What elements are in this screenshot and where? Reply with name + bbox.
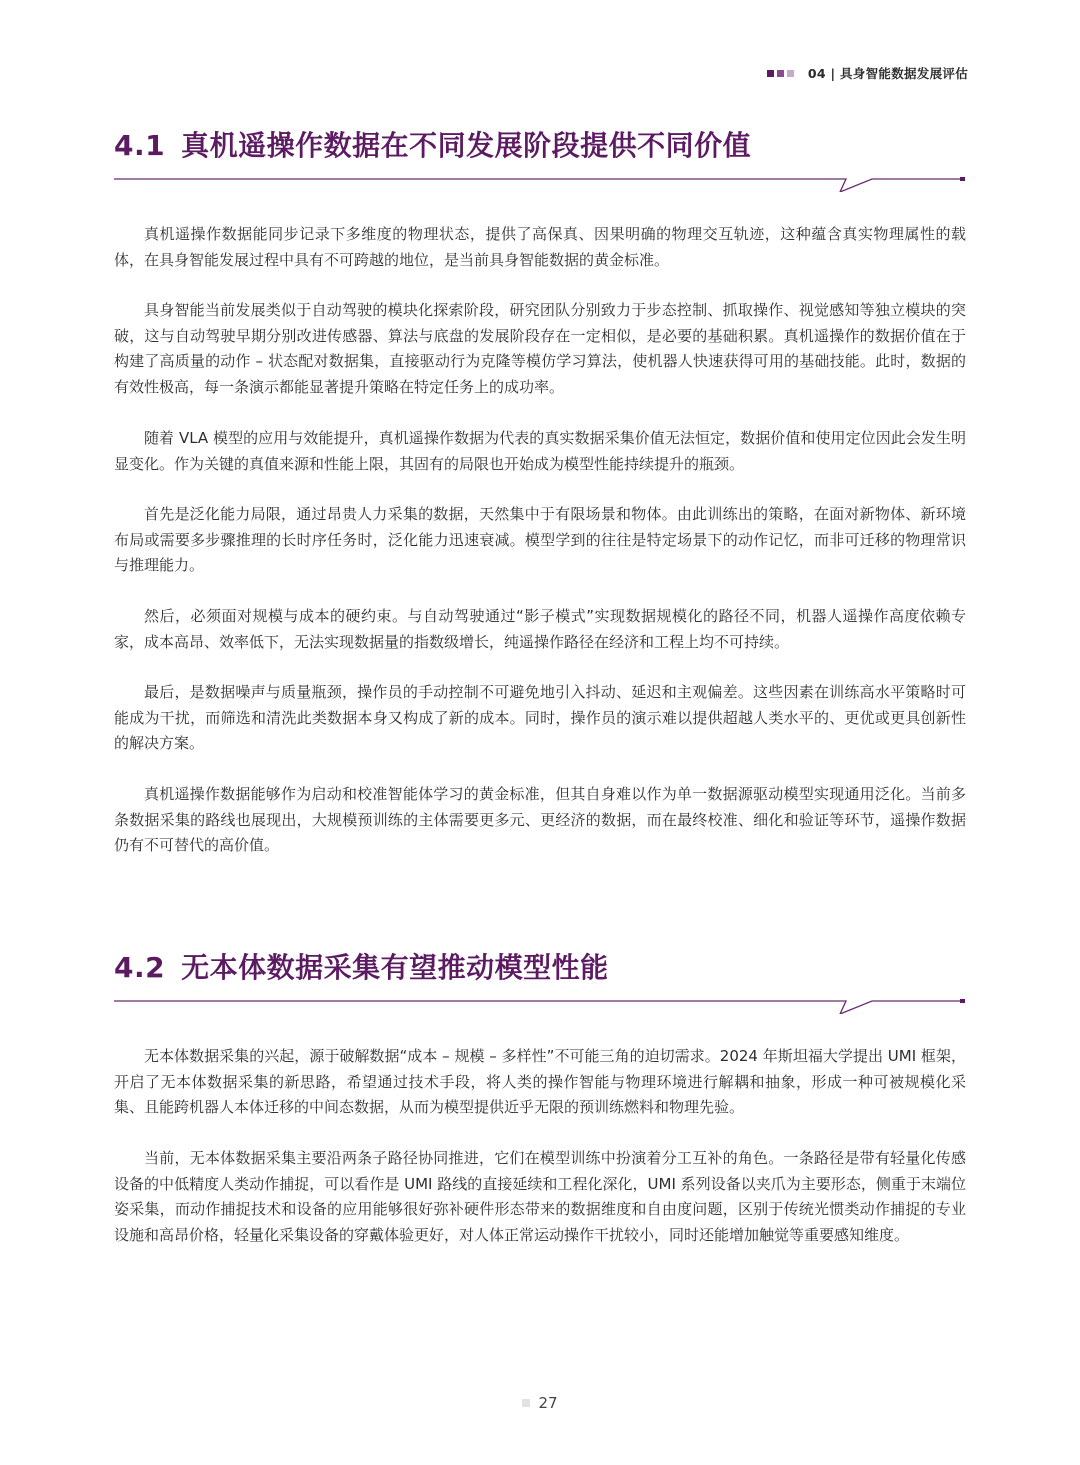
paragraph: 首先是泛化能力局限，通过昂贵人力采集的数据，天然集中于有限场景和物体。由此训练出的策略，在面对新物体、新环境布局或需要多步骤推理的长时序任务时，泛化能力迅速衰减。模型学到的往往是特定场景下的动作记忆，而非可迁移的物理常识与推理能力。 [114, 505, 966, 574]
section-title-4-2 [114, 946, 609, 986]
page-number-text: 27 [538, 1394, 558, 1412]
paragraph: 具身智能当前发展类似于自动驾驶的模块化探索阶段，研究团队分别致力于步态控制、抓取操作、视觉感知等独立模块的突破，这与自动驾驶早期分别改进传感器、算法与底盘的发展阶段存在一定相似，是必要的基础积累。真机遥操作的数据价值在于构建了高质量的动作 – 状态配对数据集，直接驱动行为克隆等模仿学习算法，使机器人快速获得可用的基础技能。此时，数据的有效性极高，每一条演示都能显著提升策略在特定任务上的成功率。 [114, 301, 966, 396]
page-number [0, 1394, 1080, 1412]
paragraph: 最后，是数据噪声与质量瓶颈，操作员的手动控制不可避免地引入抖动、延迟和主观偏差。这些因素在训练高水平策略时可能成为干扰，而筛选和清洗此类数据本身又构成了新的成本。同时，操作员的演示难以提供超越人类水平的、更优或更具创新性的解决方案。 [114, 683, 966, 752]
running-header [767, 64, 968, 82]
section-divider [114, 172, 966, 192]
section-number: 4.2 [114, 951, 166, 984]
section-divider [114, 994, 966, 1014]
page-square-icon [522, 1399, 530, 1407]
paragraph: 真机遥操作数据能够作为启动和校准智能体学习的黄金标准，但其自身难以作为单一数据源驱动模型实现通用泛化。当前多条数据采集的路线也展现出，大规模预训练的主体需要更多元、更经济的数据，而在最终校准、细化和验证等环节，遥操作数据仍有不可替代的高价值。 [114, 785, 966, 854]
paragraph: 当前，无本体数据采集主要沿两条子路径协同推进，它们在模型训练中扮演着分工互补的角色。一条路径是带有轻量化传感设备的中低精度人类动作捕捉，可以看作是 UMI 路线的直接延续和工程化深化，UMI 系列设备以夹爪为主要形态，侧重于末端位姿采集，而动作捕捉技术和设备的应用能够很好弥补硬件形态带来的数据维度和自由度问题，区别于传统光惯类动作捕捉的专业设施和高昂价格，轻量化采集设备的穿戴体验更好，对人体正常运动操作干扰较小，同时还能增加触觉等重要感知维度。 [114, 1149, 966, 1244]
section-number: 4.1 [114, 129, 166, 162]
paragraph: 无本体数据采集的兴起，源于破解数据“成本 – 规模 – 多样性”不可能三角的迫切需求。2024 年斯坦福大学提出 UMI 框架，开启了无本体数据采集的新思路，希望通过技术手段，将人类的操作智能与物理环境进行解耦和抽象，形成一种可被规模化采集、且能跨机器人本体迁移的中间态数据，从而为模型提供近乎无限的预训练燃料和物理先验。 [114, 1047, 966, 1116]
header-squares-icon [767, 70, 794, 77]
section-title-text: 无本体数据采集有望推动模型性能 [181, 951, 609, 984]
header-chapter-text: 04 | 具身智能数据发展评估 [807, 66, 968, 81]
paragraph: 真机遥操作数据能同步记录下多维度的物理状态，提供了高保真、因果明确的物理交互轨迹，这种蕴含真实物理属性的载体，在具身智能发展过程中具有不可跨越的地位，是当前具身智能数据的黄金标准。 [114, 225, 966, 269]
section-title-4-1 [114, 124, 751, 164]
paragraph: 随着 VLA 模型的应用与效能提升，真机遥操作数据为代表的真实数据采集价值无法恒定，数据价值和使用定位因此会发生明显变化。作为关键的真值来源和性能上限，其固有的局限也开始成为模型性能持续提升的瓶颈。 [114, 429, 966, 473]
section-title-text: 真机遥操作数据在不同发展阶段提供不同价值 [181, 129, 752, 162]
paragraph: 然后，必须面对规模与成本的硬约束。与自动驾驶通过“影子模式”实现数据规模化的路径不同，机器人遥操作高度依赖专家，成本高昂、效率低下，无法实现数据量的指数级增长，纯遥操作路径在经济和工程上均不可持续。 [114, 607, 966, 651]
